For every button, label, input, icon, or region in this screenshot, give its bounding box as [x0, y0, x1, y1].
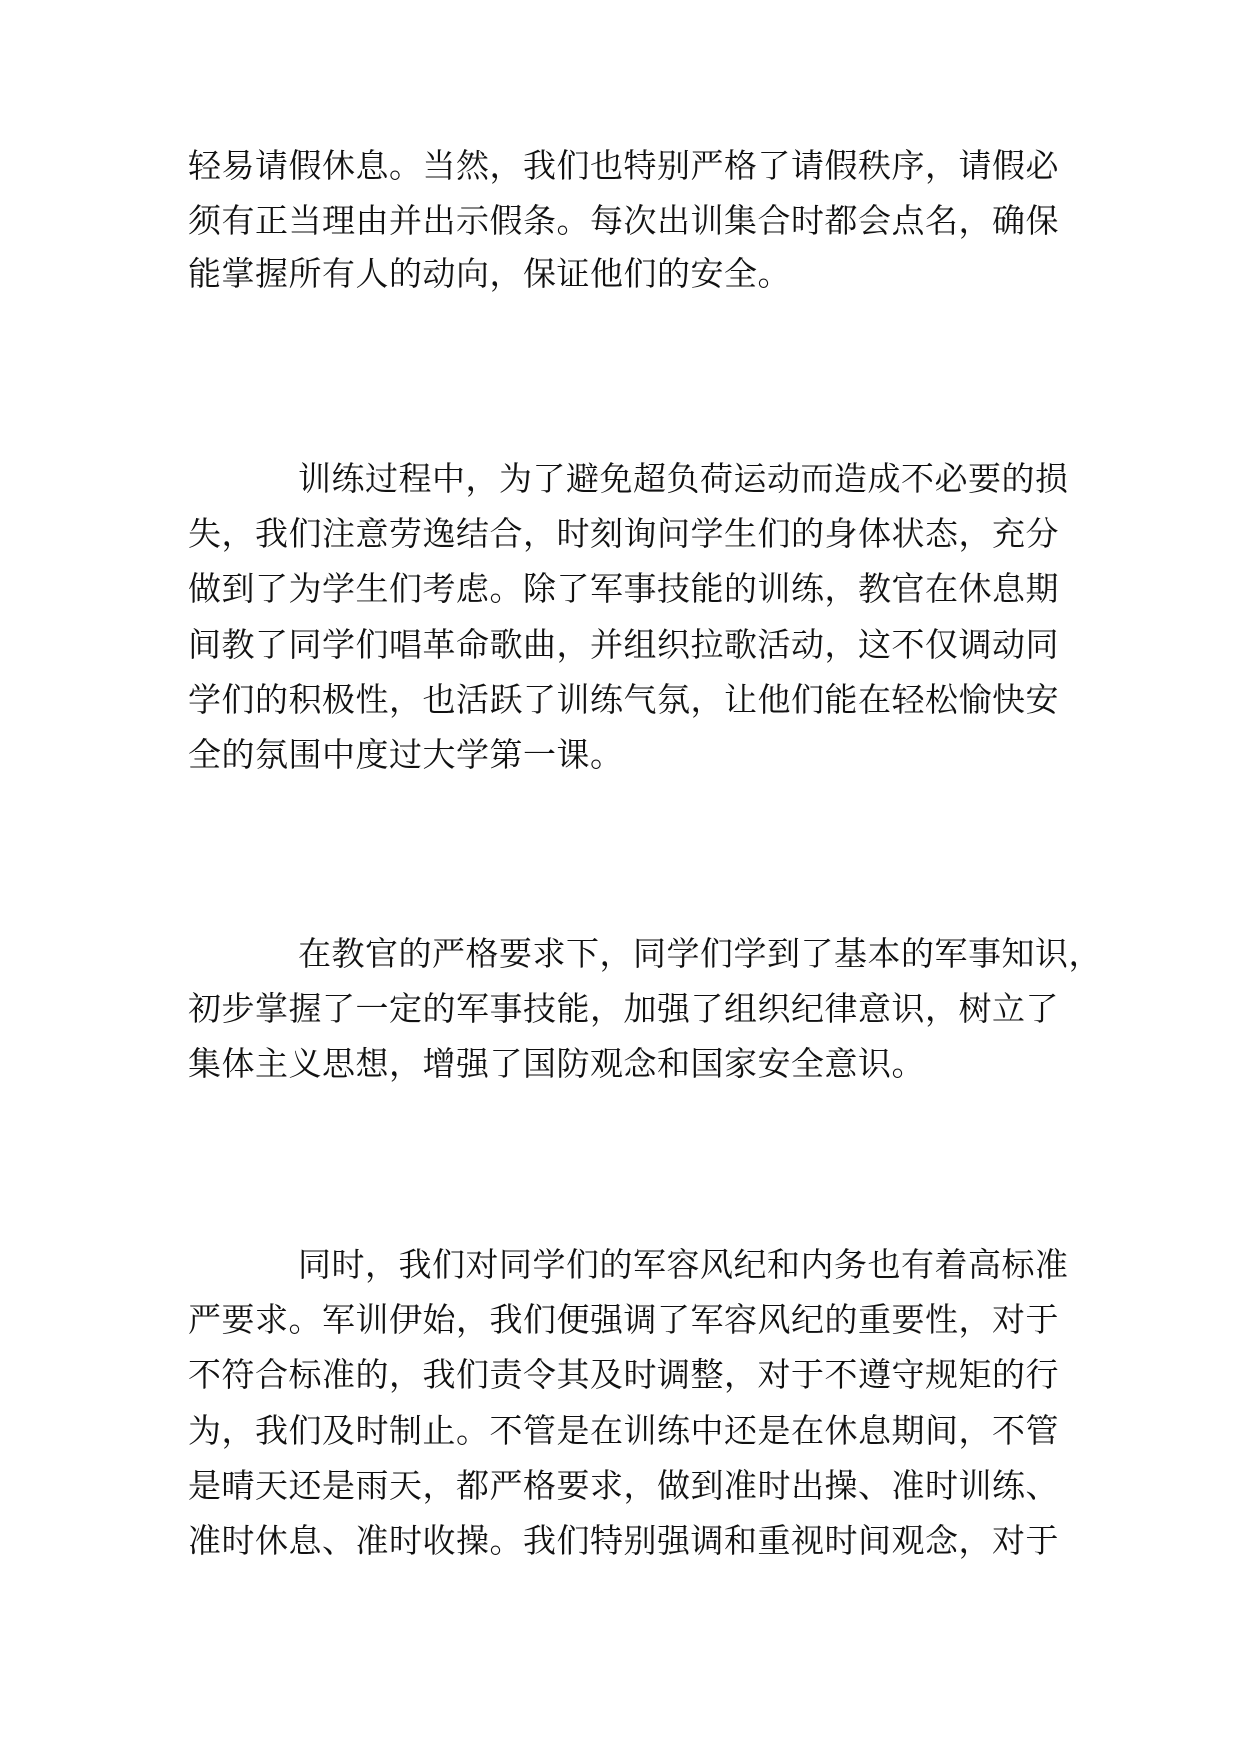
paragraph-4-line-1: 同时，我们对同学们的军容风纪和内务也有着高标准 [298, 1245, 1069, 1284]
paragraph-2-line-5: 学们的积极性，也活跃了训练气氛，让他们能在轻松愉快安 [188, 680, 1059, 719]
paragraph-4-line-4: 为，我们及时制止。不管是在训练中还是在休息期间，不管 [188, 1411, 1059, 1450]
paragraph-4-line-2: 严要求。军训伊始，我们便强调了军容风纪的重要性，对于 [188, 1300, 1059, 1339]
paragraph-2-line-2: 失，我们注意劳逸结合，时刻询问学生们的身体状态，充分 [188, 514, 1059, 553]
paragraph-1-line-1: 轻易请假休息。当然，我们也特别严格了请假秩序，请假必 [188, 146, 1059, 185]
paragraph-1-line-2: 须有正当理由并出示假条。每次出训集合时都会点名，确保 [188, 201, 1059, 240]
paragraph-2-line-1: 训练过程中，为了避免超负荷运动而造成不必要的损 [298, 459, 1069, 498]
paragraph-3-line-1: 在教官的严格要求下，同学们学到了基本的军事知识， [298, 934, 1102, 973]
paragraph-2-line-3: 做到了为学生们考虑。除了军事技能的训练，教官在休息期 [188, 569, 1059, 608]
paragraph-2-line-6: 全的氛围中度过大学第一课。 [188, 735, 624, 774]
paragraph-4-line-5: 是晴天还是雨天，都严格要求，做到准时出操、准时训练、 [188, 1466, 1059, 1505]
paragraph-3-line-2: 初步掌握了一定的军事技能，加强了组织纪律意识，树立了 [188, 989, 1059, 1028]
paragraph-2-line-4: 间教了同学们唱革命歌曲，并组织拉歌活动，这不仅调动同 [188, 625, 1059, 664]
paragraph-4-line-3: 不符合标准的，我们责令其及时调整，对于不遵守规矩的行 [188, 1355, 1059, 1394]
paragraph-3-line-3: 集体主义思想，增强了国防观念和国家安全意识。 [188, 1044, 925, 1083]
paragraph-4-line-6: 准时休息、准时收操。我们特别强调和重视时间观念，对于 [188, 1521, 1059, 1560]
paragraph-1-line-3: 能掌握所有人的动向，保证他们的安全。 [188, 254, 791, 293]
